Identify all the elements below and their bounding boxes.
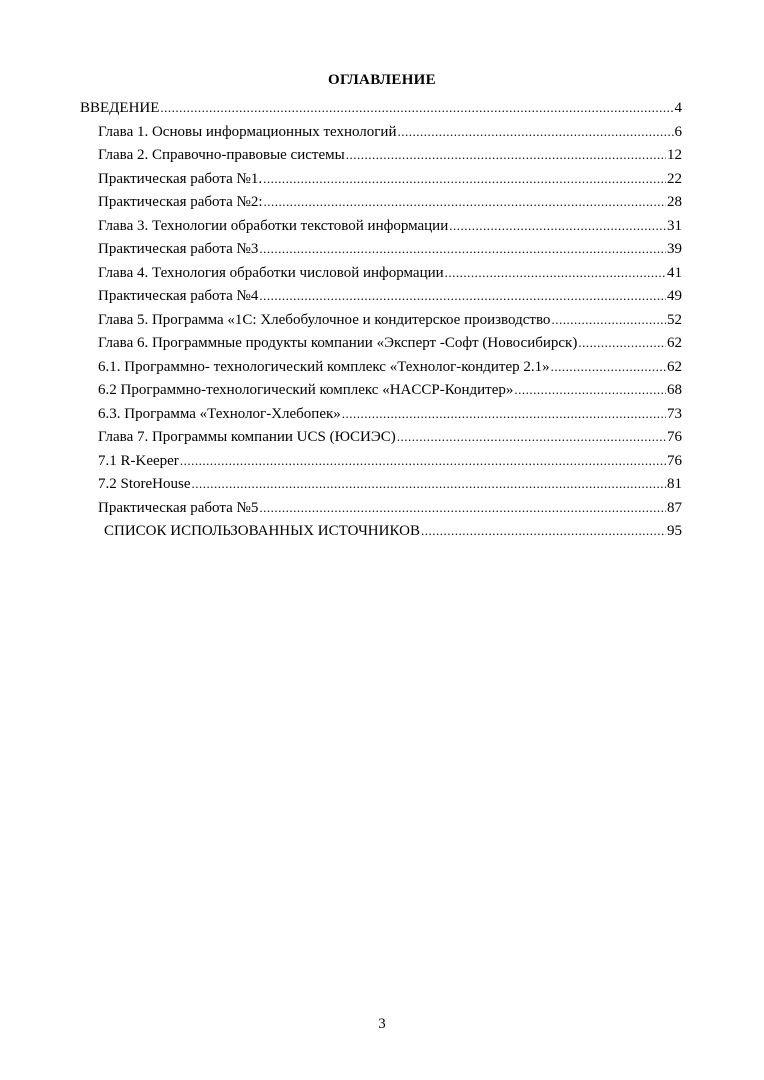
toc-entry-section-6-1[interactable] (80, 359, 682, 383)
toc-entry-practical-3[interactable] (80, 241, 682, 265)
toc-entry-practical-5[interactable] (80, 500, 682, 524)
dot-leader (514, 382, 666, 397)
toc-entry-chapter-2[interactable] (80, 147, 682, 171)
toc-entry-text: Глава 1. Основы информационных технологий (98, 123, 397, 140)
toc-entry-page: 41 (667, 264, 682, 281)
table-of-contents (80, 100, 682, 547)
dot-leader (551, 359, 666, 374)
toc-entry-text: Практическая работа №1. (98, 170, 263, 187)
toc-entry-text: Глава 7. Программы компании UCS (ЮСИЭС) (98, 429, 396, 445)
toc-entry-text: Глава 2. Справочно-правовые системы (98, 147, 345, 163)
toc-entry-text: Глава 3. Технологии обработки текстовой информации (98, 217, 449, 234)
toc-entry-page: 62 (667, 358, 682, 375)
toc-entry-section-6-2[interactable] (80, 382, 682, 406)
toc-entry-practical-4[interactable] (80, 288, 682, 312)
toc-entry-section-6-3[interactable] (80, 406, 682, 430)
toc-entry-text: 7.2 StoreHouse (98, 476, 191, 492)
dot-leader (397, 124, 673, 139)
dot-leader (259, 288, 666, 303)
toc-entry-page: 73 (667, 405, 682, 422)
toc-entry-page: 62 (667, 335, 682, 351)
toc-entry-chapter-3[interactable] (80, 218, 682, 242)
toc-entry-page: 49 (667, 288, 682, 304)
toc-entry-text: Глава 6. Программные продукты компании «Эксперт -Софт (Новосибирск) (98, 335, 578, 351)
toc-entry-page: 68 (667, 382, 682, 398)
toc-entry-practical-1[interactable] (80, 171, 682, 195)
toc-entry-text: Практическая работа №4 (98, 288, 259, 304)
toc-entry-text: 6.2 Программно-технологический комплекс «HACCP-Кондитер» (98, 382, 514, 398)
toc-entry-page: 31 (667, 217, 682, 234)
toc-entry-page: 22 (667, 170, 682, 187)
toc-entry-introduction[interactable] (80, 100, 682, 124)
toc-entry-section-7-2[interactable] (80, 476, 682, 500)
toc-entry-text: 6.1. Программно- технологический комплекс «Технолог-кондитер 2.1» (98, 358, 550, 375)
toc-entry-page: 52 (667, 311, 682, 328)
toc-entry-chapter-6[interactable] (80, 335, 682, 359)
dot-leader (578, 335, 666, 350)
toc-entry-chapter-1[interactable] (80, 124, 682, 148)
toc-entry-page: 4 (674, 100, 682, 116)
dot-leader (180, 453, 666, 468)
dot-leader (259, 241, 666, 256)
toc-entry-practical-2[interactable] (80, 194, 682, 218)
toc-entry-chapter-5[interactable] (80, 312, 682, 336)
toc-title: ОГЛАВЛЕНИЕ (328, 72, 436, 88)
toc-entry-chapter-7[interactable] (80, 429, 682, 453)
dot-leader (342, 406, 666, 421)
toc-entry-page: 87 (667, 499, 682, 516)
toc-entry-text: Глава 4. Технология обработки числовой информации (98, 264, 444, 281)
toc-entry-page: 12 (667, 147, 682, 163)
toc-entry-text: 7.1 R-Keeper (98, 452, 179, 469)
toc-entry-page: 76 (667, 452, 682, 469)
dot-leader (346, 147, 666, 162)
dot-leader (263, 194, 666, 209)
toc-entry-page: 76 (667, 429, 682, 445)
toc-entry-page: 95 (667, 523, 682, 539)
toc-entry-chapter-4[interactable] (80, 265, 682, 289)
toc-entry-section-7-1[interactable] (80, 453, 682, 477)
toc-entry-references[interactable] (80, 523, 682, 547)
toc-entry-text: 6.3. Программа «Технолог-Хлебопек» (98, 405, 341, 422)
toc-entry-page: 28 (667, 194, 682, 210)
toc-entry-text: Глава 5. Программа «1С: Хлебобулочное и кондитерское производство (98, 311, 551, 328)
dot-leader (160, 100, 673, 115)
dot-leader (259, 500, 666, 515)
toc-entry-text: Практическая работа №2: (98, 194, 263, 210)
dot-leader (397, 429, 666, 444)
toc-entry-page: 6 (674, 123, 682, 140)
dot-leader (192, 476, 667, 491)
dot-leader (449, 218, 666, 233)
dot-leader (551, 312, 666, 327)
dot-leader (263, 171, 666, 186)
page-number: 3 (378, 1016, 386, 1032)
toc-entry-page: 81 (667, 476, 682, 492)
toc-entry-page: 39 (667, 241, 682, 257)
toc-entry-text: ВВЕДЕНИЕ (80, 100, 160, 116)
dot-leader (421, 523, 666, 538)
toc-entry-text: Практическая работа №3 (98, 241, 259, 257)
toc-entry-text: Практическая работа №5 (98, 499, 259, 516)
dot-leader (445, 265, 666, 280)
toc-entry-text: СПИСОК ИСПОЛЬЗОВАННЫХ ИСТОЧНИКОВ (104, 523, 420, 539)
